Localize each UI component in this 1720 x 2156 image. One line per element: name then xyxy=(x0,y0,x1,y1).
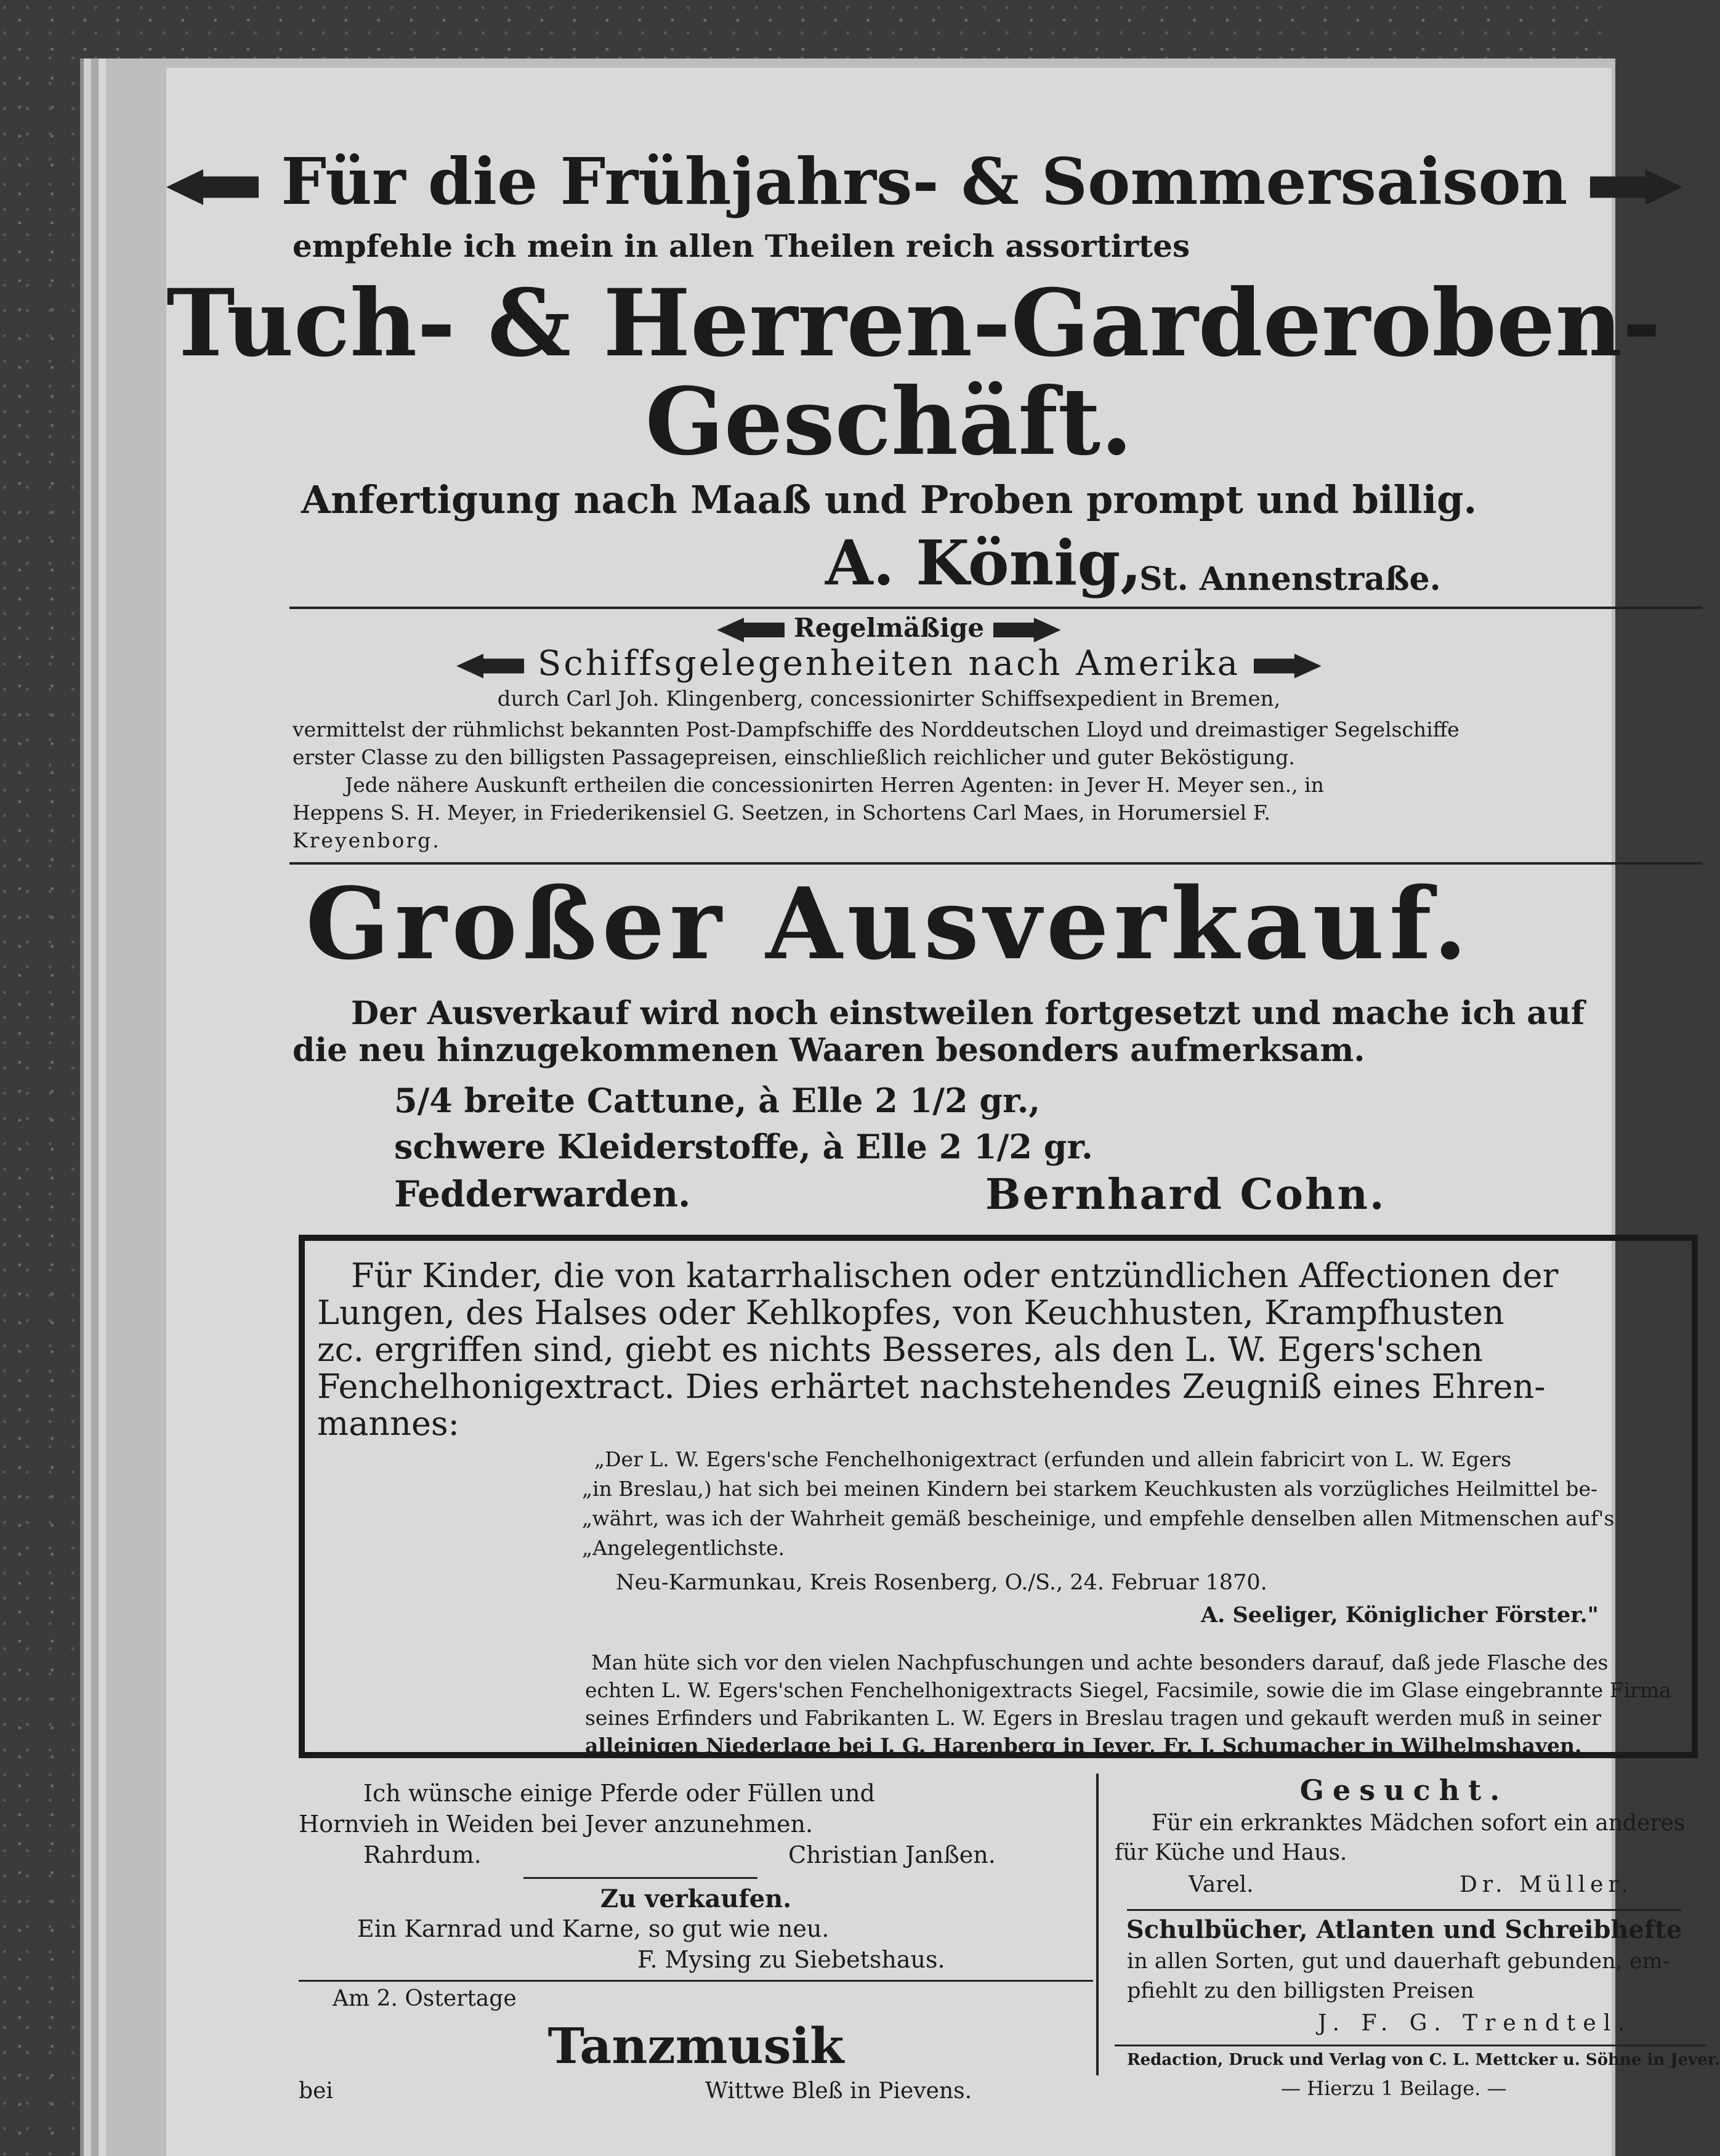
divider xyxy=(299,1980,1093,1982)
ad-cohn-line: die neu hinzugekommenen Waaren besonders aufmerksam. xyxy=(293,1032,1365,1069)
ad-klingenberg-subheading-row xyxy=(166,644,1612,684)
divider xyxy=(289,862,1703,865)
pointing-hand-right-icon xyxy=(993,618,1061,642)
ad-egers-quote: „Angelegentlichste. xyxy=(582,1536,785,1560)
ad-cohn-place: Fedderwarden. xyxy=(394,1173,691,1215)
ad-egers-line: mannes: xyxy=(317,1404,459,1443)
ad-bless-date: Am 2. Ostertage xyxy=(333,1986,517,2011)
ad-janssen-place: Rahrdum. xyxy=(363,1841,482,1868)
newspaper-page xyxy=(166,68,1720,2156)
ad-koenig-title-2: Geschäft. xyxy=(645,368,1133,476)
pointing-hand-left-icon xyxy=(166,169,259,205)
ad-trendtel-name: J. F. G. Trendtel. xyxy=(1318,2011,1633,2036)
ad-egers-warning: Man hüte sich vor den vielen Nachpfuschungen und achte besonders darauf, daß jede Flasche des xyxy=(591,1650,1609,1674)
ad-egers-line: zc. ergriffen sind, giebt es nichts Besseres, als den L. W. Egers'schen xyxy=(317,1330,1484,1369)
divider xyxy=(1127,1909,1681,1911)
ad-trendtel-heading: Schulbücher, Atlanten und Schreibhefte xyxy=(1126,1915,1682,1944)
ad-klingenberg-subheading: Schiffsgelegenheiten nach Amerika xyxy=(538,644,1240,684)
ad-klingenberg-line: Jede nähere Auskunft ertheilen die concessionirten Herren Agenten: in Jever H. Meyer sen., in xyxy=(345,773,1324,797)
ad-egers-line: Für Kinder, die von katarrhalischen oder entzündlichen Affectionen der xyxy=(351,1256,1559,1295)
ad-klingenberg-line: erster Classe zu den billigsten Passagepreisen, einschließlich reichlicher und guter Beköstigung. xyxy=(293,745,1295,769)
footer-supplement: — Hierzu 1 Beilage. — xyxy=(1281,2077,1507,2100)
divider xyxy=(289,607,1703,609)
ad-egers-signature: A. Seeliger, Königlicher Förster." xyxy=(1201,1602,1599,1628)
ad-cohn-name: Bernhard Cohn. xyxy=(985,1170,1386,1219)
ad-bless-host: Wittwe Bleß in Pievens. xyxy=(705,2078,972,2104)
ad-mysing-heading: Zu verkaufen. xyxy=(600,1884,792,1913)
pointing-hand-right-icon xyxy=(1590,169,1682,205)
ad-egers-line: Lungen, des Halses oder Kehlkopfes, von Keuchhusten, Krampfhusten xyxy=(317,1293,1504,1332)
ad-koenig-name: A. König, xyxy=(825,527,1142,599)
ad-bless-title: Tanzmusik xyxy=(547,2017,844,2075)
ad-mysing-line: Ein Karnrad und Karne, so gut wie neu. xyxy=(357,1915,830,1942)
ad-koenig-title-1: Tuch- & Herren-Garderoben- xyxy=(166,269,1661,378)
ad-bless-prefix: bei xyxy=(299,2078,333,2104)
ad-egers-dateline: Neu-Karmunkau, Kreis Rosenberg, O./S., 24. Februar 1870. xyxy=(616,1570,1267,1595)
ad-egers-warning: alleinigen Niederlage bei J. G. Harenberg in Jever, Fr. J. Schumacher in Wilhelmshaven. xyxy=(585,1734,1582,1758)
ad-egers-quote: „währt, was ich der Wahrheit gemäß bescheinige, und empfehle denselben allen Mitmenschen auf's xyxy=(582,1506,1615,1530)
ad-egers-warning: echten L. W. Egers'schen Fenchelhonigextracts Siegel, Facsimile, sowie die im Glase eingebrannte Firma xyxy=(585,1678,1671,1702)
ad-koenig-headline-row xyxy=(166,143,1612,219)
ad-egers-quote: „in Breslau,) hat sich bei meinen Kindern bei starkem Keuchkusten als vorzügliches Heilmittel be- xyxy=(582,1477,1598,1501)
ad-trendtel-line: pfiehlt zu den billigsten Preisen xyxy=(1127,1979,1474,2003)
ad-koenig-address: St. Annenstraße. xyxy=(1139,560,1441,598)
footer-imprint: Redaction, Druck und Verlag von C. L. Mettcker u. Söhne in Jever. xyxy=(1127,2051,1720,2069)
divider xyxy=(1115,2045,1706,2046)
ad-mueller-line: für Küche und Haus. xyxy=(1115,1840,1347,1865)
ad-mueller-place: Varel. xyxy=(1189,1872,1254,1897)
ad-egers-quote: „Der L. W. Egers'sche Fenchelhonigextract (erfunden und allein fabricirt von L. W. Egers xyxy=(594,1447,1512,1471)
ad-koenig xyxy=(166,143,1612,219)
ad-cohn-item: schwere Kleiderstoffe, à Elle 2 1/2 gr. xyxy=(394,1127,1093,1166)
ad-cohn-line: Der Ausverkauf wird noch einstweilen fortgesetzt und mache ich auf xyxy=(351,995,1585,1032)
ad-klingenberg-line: Kreyenborg. xyxy=(293,828,441,852)
ad-trendtel-line: in allen Sorten, gut und dauerhaft gebunden, em- xyxy=(1127,1949,1670,1974)
ad-egers-line: Fenchelhonigextract. Dies erhärtet nachstehendes Zeugniß eines Ehren- xyxy=(317,1367,1546,1406)
ad-klingenberg-line: durch Carl Joh. Klingenberg, concessionirter Schiffsexpedient in Bremen, xyxy=(497,687,1281,711)
ad-janssen-name: Christian Janßen. xyxy=(788,1841,996,1868)
ad-mueller-name: Dr. Müller. xyxy=(1460,1872,1634,1897)
ad-janssen-line: Ich wünsche einige Pferde oder Füllen und xyxy=(363,1780,875,1807)
ad-koenig-headline: Für die Frühjahrs- & Sommersaison xyxy=(281,143,1568,219)
divider xyxy=(523,1877,757,1879)
ad-mueller-line: Für ein erkranktes Mädchen sofort ein anderes xyxy=(1152,1811,1686,1836)
ad-klingenberg-line: Heppens S. H. Meyer, in Friederikensiel G. Seetzen, in Schortens Carl Maes, in Horumersiel F. xyxy=(293,801,1270,825)
ad-koenig-intro: empfehle ich mein in allen Theilen reich assortirtes xyxy=(293,228,1190,264)
pointing-hand-left-icon xyxy=(717,618,785,642)
ad-klingenberg-heading: Regelmäßige xyxy=(793,613,985,643)
ad-egers-warning: seines Erfinders und Fabrikanten L. W. Egers in Breslau tragen und gekauft werden muß in seiner xyxy=(585,1706,1601,1730)
pointing-hand-left-icon xyxy=(456,654,524,679)
column-divider xyxy=(1096,1774,1099,2075)
ad-mueller-heading: Gesucht. xyxy=(1299,1774,1509,1807)
ad-mysing-name: F. Mysing zu Siebetshaus. xyxy=(637,1946,945,1973)
ad-klingenberg-line: vermittelst der rühmlichst bekannten Post-Dampfschiffe des Norddeutschen Lloyd und dreimastiger Segelschiffe xyxy=(293,717,1460,741)
ad-janssen-line: Hornvieh in Weiden bei Jever anzunehmen. xyxy=(299,1811,814,1838)
ad-cohn-item: 5/4 breite Cattune, à Elle 2 1/2 gr., xyxy=(394,1081,1041,1120)
ad-cohn-title: Großer Ausverkauf. xyxy=(305,866,1472,982)
ad-koenig-tagline: Anfertigung nach Maaß und Proben prompt und billig. xyxy=(301,477,1477,522)
pointing-hand-right-icon xyxy=(1254,654,1322,679)
ad-klingenberg-heading-row xyxy=(166,613,1612,643)
